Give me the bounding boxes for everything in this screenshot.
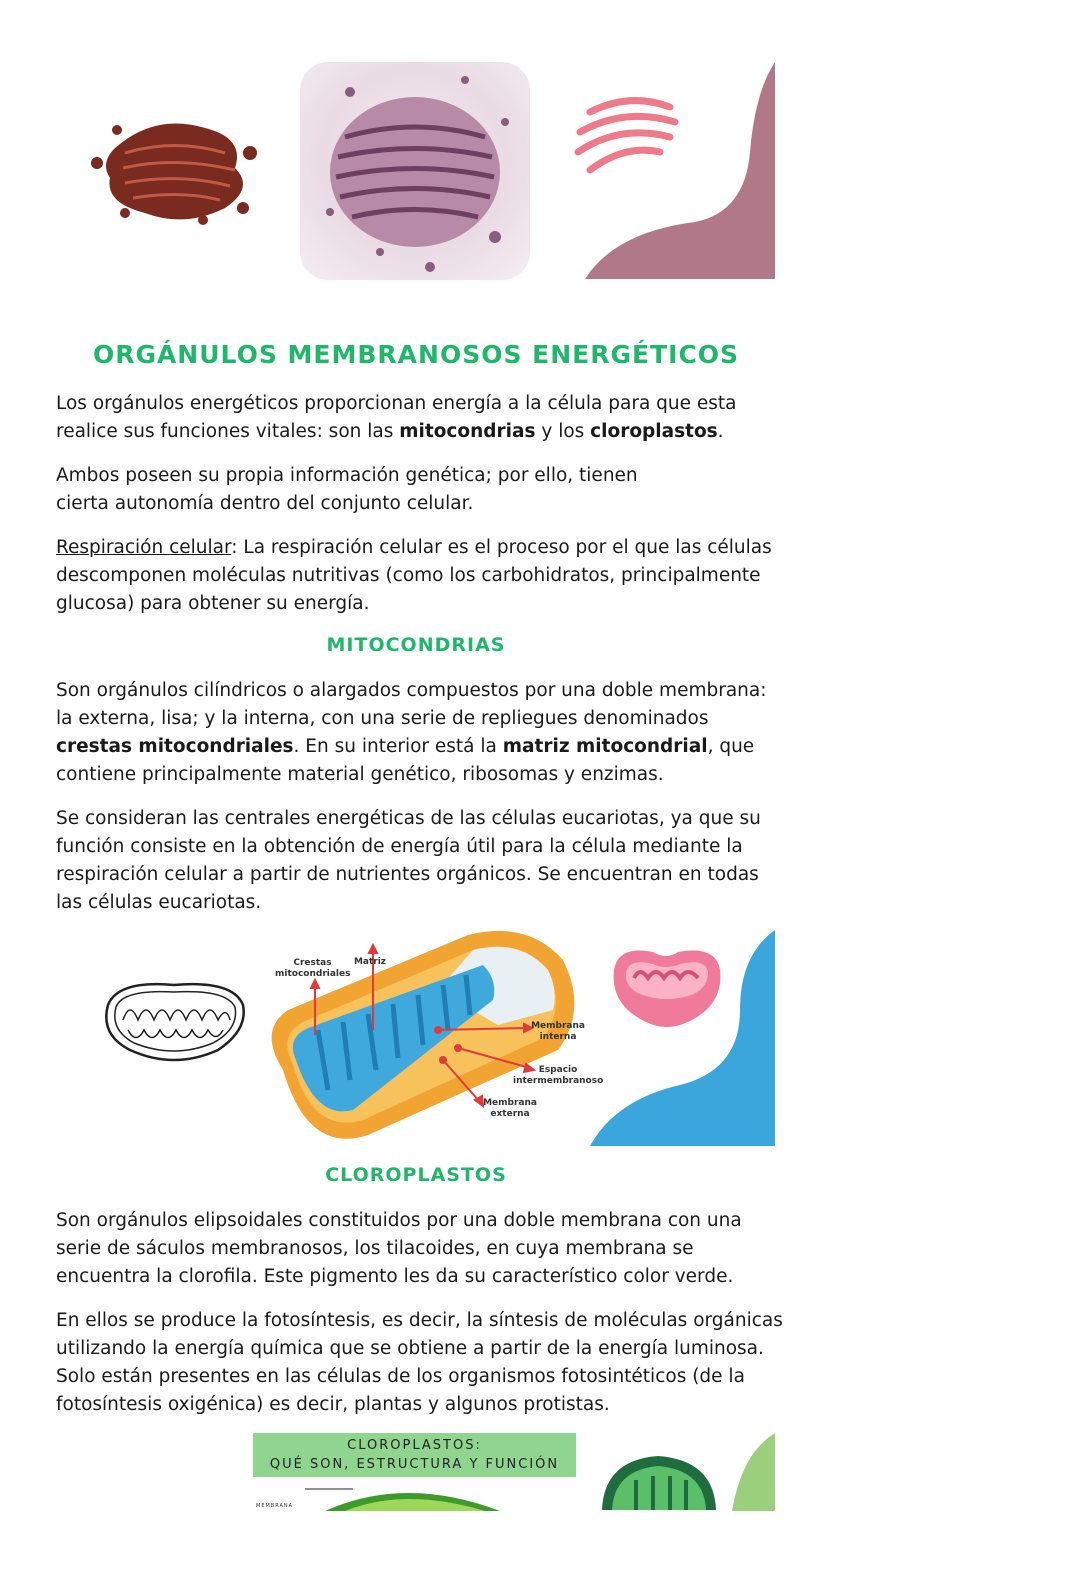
banner-line2: QUÉ SON, ESTRUCTURA Y FUNCIÓN (269, 1457, 560, 1472)
label-espacio-line1: Espacio (538, 1065, 578, 1075)
intro-paragraph-3 (56, 534, 786, 618)
mito-paragraph-1 (56, 677, 786, 789)
mito-p1-text-d: , que contiene principalmente material genético, ribosomas y enzimas. (56, 736, 755, 785)
label-matriz: Matriz (353, 957, 387, 967)
label-mem-int-line2: interna (539, 1032, 577, 1042)
chloroplast-diagram-partial (305, 1485, 505, 1511)
label-mem-ext-line1: Membrana (483, 1098, 537, 1108)
mito-p1-text-a: Son orgánulos cilíndricos o alargados compuestos por una doble membrana: la externa, lisa; y la interna, con una serie de repliegues denominados (56, 680, 767, 729)
chloroplast-icon (598, 1452, 720, 1512)
golgi-brown-illustration (85, 108, 265, 233)
green-decorative-shape (732, 1433, 775, 1511)
label-crestas-line2: mitocondriales (275, 969, 351, 979)
label-membrana-interna (528, 1021, 588, 1043)
banner-line1: CLOROPLASTOS: (347, 1438, 482, 1453)
label-crestas-line1: Crestas (293, 958, 332, 968)
label-membrana-externa (480, 1098, 540, 1120)
golgi-3d-photo (300, 62, 530, 280)
mito-p1-text-c: . En su interior está la (293, 736, 503, 757)
intro-p1-text-c: y los (535, 421, 591, 442)
intro-p1-text-d: . (717, 421, 724, 442)
cloroplastos-heading: CLOROPLASTOS (325, 1164, 507, 1186)
intro-paragraph-1 (56, 390, 786, 446)
intro-p1-text-a: Los orgánulos energéticos proporcionan energía a la célula para que esta realice sus funciones vitales: son las (56, 393, 737, 442)
mito-paragraph-2: Se consideran las centrales energéticas de las células eucariotas, ya que su función consiste en la obtención de energía útil para la célula mediante la respiración celular a partir de nutrientes orgánicos. Se encuentran en todas las células eucariotas. (56, 808, 761, 913)
label-espacio-line2: intermembranoso (513, 1076, 604, 1086)
intro-p1-bold-cloroplastos: cloroplastos (590, 421, 718, 442)
membrana-small-label: MEMBRANA (256, 1503, 294, 1509)
cloroplastos-banner (253, 1433, 576, 1477)
intro-paragraph-2: Ambos poseen su propia información genética; por ello, tienen cierta autonomía dentro del conjunto celular. (56, 465, 638, 514)
respiracion-term: Respiración celular (56, 537, 232, 558)
mauve-decorative-shape (585, 62, 775, 279)
respiracion-definition: : La respiración celular es el proceso por el que las células descomponen moléculas nutritivas (como los carbohidratos, principalmente glucosa) para obtener su energía. (56, 537, 772, 614)
label-crestas (275, 958, 350, 980)
label-mem-int-line1: Membrana (531, 1021, 585, 1031)
cloro-paragraph-1: Son orgánulos elipsoidales constituidos por una doble membrana con una serie de sáculos membranosos, los tilacoides, en cuya membrana se encuentra la clorofila. Este pigmento les da su característico color verde. (56, 1210, 742, 1287)
cloro-paragraph-2: En ellos se produce la fotosíntesis, es decir, la síntesis de moléculas orgánicas utilizando la energía química que se obtiene a partir de la energía luminosa. Solo están presentes en las células de los organismos fotosintéticos (de la fotosíntesis oxigénica) es decir, plantas y algunos protistas. (56, 1310, 783, 1415)
mitochondria-outline-drawing (98, 975, 250, 1065)
mito-p1-bold-matriz: matriz mitocondrial (502, 736, 708, 757)
label-mem-ext-line2: externa (490, 1109, 530, 1119)
mitocondrias-heading: MITOCONDRIAS (326, 634, 506, 656)
blue-decorative-shape (590, 930, 775, 1146)
intro-p1-bold-mitocondrias: mitocondrias (399, 421, 536, 442)
main-heading: ORGÁNULOS MEMBRANOSOS ENERGÉTICOS (92, 340, 740, 369)
mito-p1-bold-crestas: crestas mitocondriales (56, 736, 294, 757)
